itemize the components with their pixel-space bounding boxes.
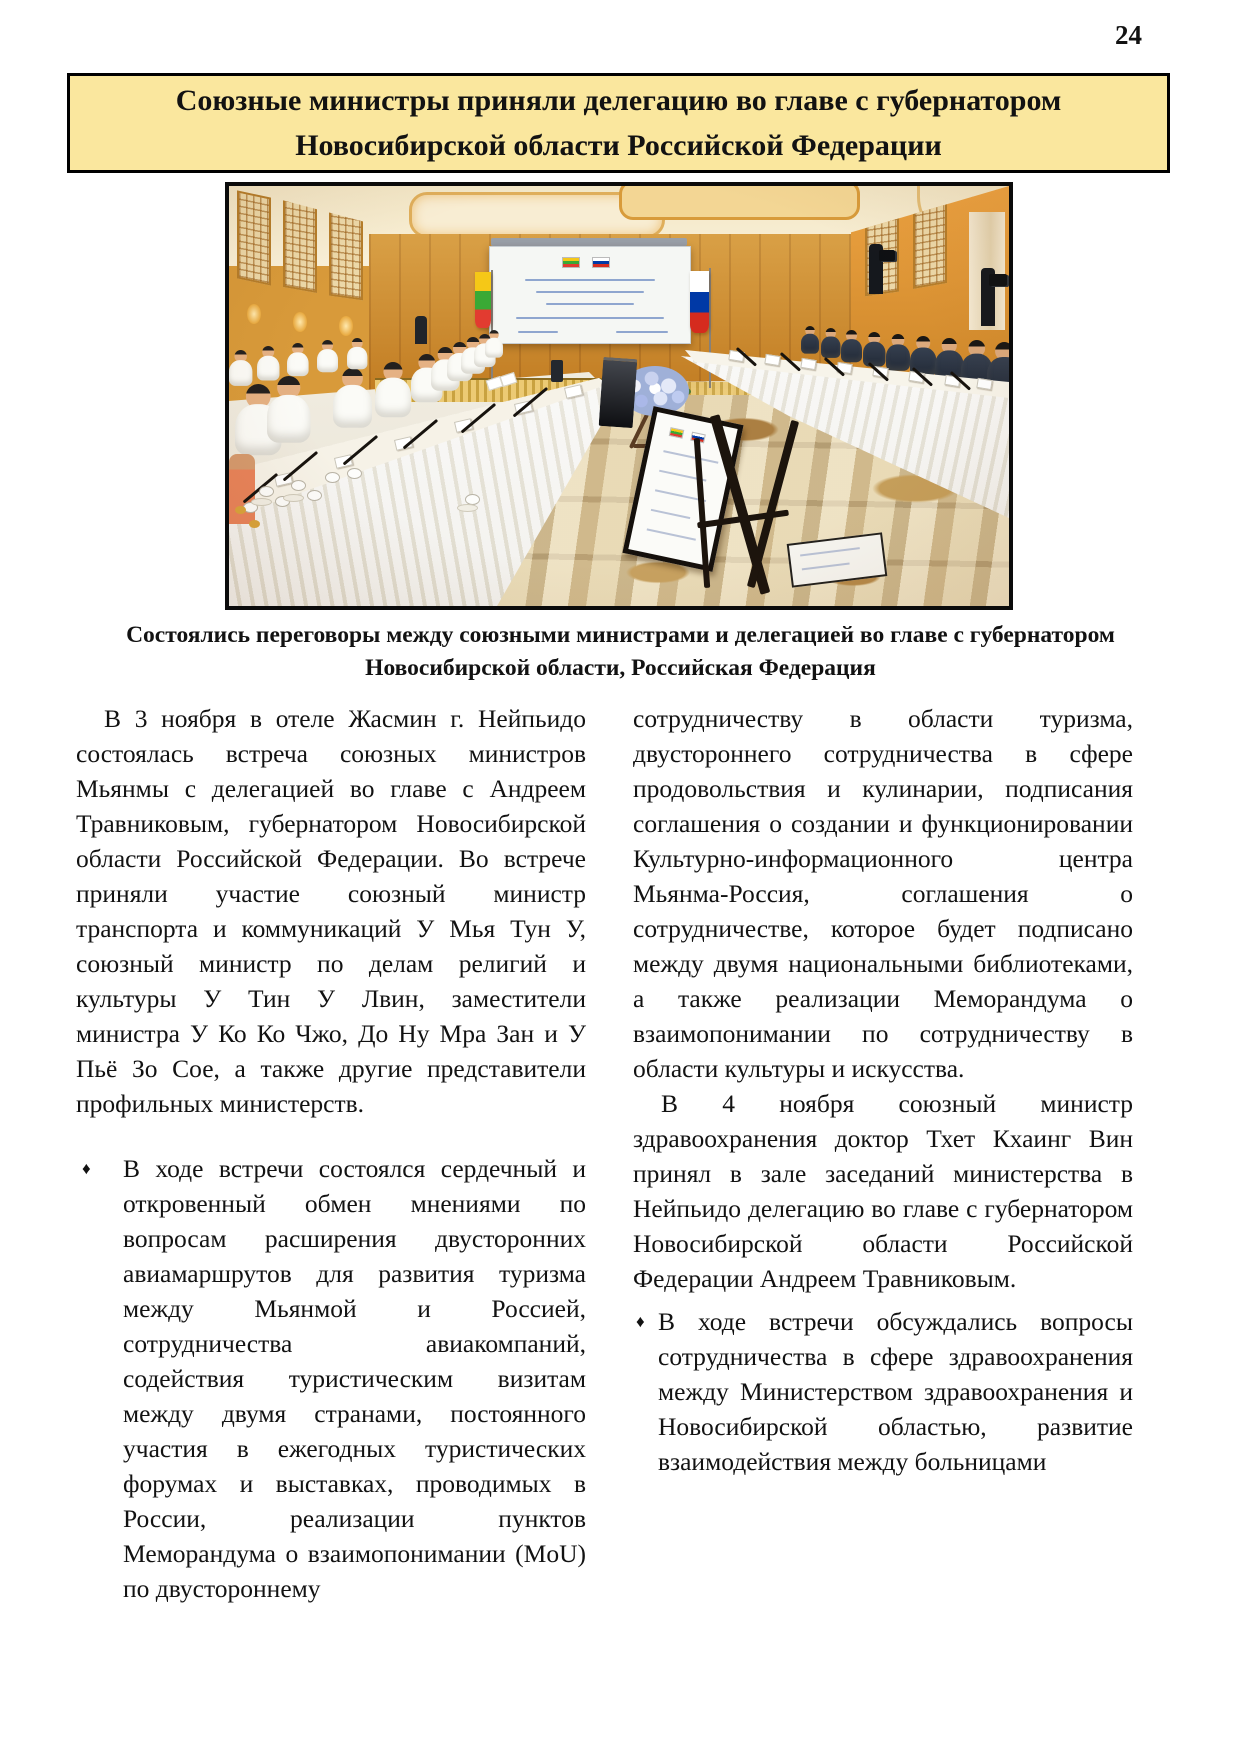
teacup: [291, 480, 306, 491]
attendant-figure: [415, 316, 427, 344]
russia-flag: [690, 271, 709, 333]
lattice-panel: [329, 208, 363, 301]
bullet-diamond-icon: ♦: [82, 1159, 91, 1178]
delegate-myanmar: [229, 350, 252, 386]
saucer: [457, 504, 478, 512]
teacup: [307, 490, 322, 501]
paragraph: сотрудничеству в области туризма, двустороннего сотрудничества в сфере продовольствия и кулинарии, подписания соглашения о создании и функционировании Культурно-информационного центра Мьянма-Россия, соглашения о сотрудничестве, которое будет подписано между двумя национальными библиотеками, а также реализации Меморандума о взаимопонимании по сотрудничеству в области культуры и искусства.: [633, 704, 1133, 1083]
myanmar-flag-icon: [562, 257, 580, 268]
wall-lamp: [247, 304, 261, 324]
delegate-russia: [886, 334, 910, 371]
lattice-panel: [283, 199, 317, 293]
delegate-myanmar: [485, 330, 503, 358]
poster-text-line: [800, 547, 860, 556]
name-card: [976, 378, 992, 390]
speaker-box: [551, 360, 563, 382]
poster-text-line: [663, 450, 718, 464]
projection-screen: [489, 246, 691, 344]
slide-text-line: [536, 291, 644, 293]
display-monitor-back: [599, 357, 638, 428]
slide-text-line: [546, 303, 634, 305]
right-column: [633, 701, 1133, 1606]
meeting-photo-scene: [229, 186, 1009, 606]
page-number: 24: [1115, 20, 1142, 50]
russia-flag-icon: [592, 257, 610, 268]
delegate-myanmar: [347, 338, 367, 369]
slide-text-line: [516, 317, 664, 319]
ceiling-cove: [619, 186, 860, 220]
snack-plate: [235, 506, 246, 514]
article-title: Союзные министры приняли делегацию во главе с губернатором Новосибирской области Российской Федерации: [175, 84, 1062, 162]
name-card: [764, 354, 780, 366]
bullet-text: В ходе встречи обсуждались вопросы сотрудничества в сфере здравоохранения между Министерством здравоохранения и Новосибирской областью, развитие взаимодействия между больницами: [658, 1307, 1133, 1476]
teacup: [259, 486, 274, 497]
delegate-myanmar: [257, 346, 280, 381]
screen-casing: [491, 238, 687, 246]
meeting-photo: [225, 182, 1013, 610]
video-camera: [879, 250, 895, 261]
slide-text-line: [616, 331, 668, 333]
poster-text-line: [651, 509, 691, 519]
saucer: [251, 498, 272, 506]
delegate-myanmar: [333, 368, 372, 428]
myanmar-flag-icon: [669, 427, 685, 439]
lattice-panel: [237, 190, 271, 285]
bullet-item: [633, 1304, 1133, 1479]
teacup: [325, 472, 340, 483]
delegate-myanmar: [375, 362, 411, 417]
delegate-russia: [801, 326, 819, 354]
delegate-myanmar: [317, 340, 338, 372]
snack-plate: [249, 520, 260, 528]
headline-banner: [67, 73, 1170, 173]
article-body: [76, 701, 1133, 1606]
poster-text-line: [802, 563, 850, 571]
paragraph: В 3 ноября в отеле Жасмин г. Нейпьидо состоялась встреча союзных министров Мьянмы с делегацией во главе с Андреем Травниковым, губернатором Новосибирской области Российской Федерации. Во встрече приняли участие союзный министр транспорта и коммуникаций У Мья Тун У, союзный министр по делам религий и культуры У Тин У Лвин, заместители министра У Ко Ко Чжо, До Ну Мра Зан и У Пьё Зо Сое, а также другие представители профильных министерств.: [76, 704, 586, 1118]
bullet-text: В ходе встречи состоялся сердечный и откровенный обмен мнениями по вопросам расширения двусторонних авиамаршрутов для развития туризма между Мьянмой и Россией, сотрудничества авиакомпаний, содействия туристическим визитам между двумя странами, постоянного участия в ежегодных туристических форумах и выставках, проводимых в России, реализации пунктов Меморандума о взаимопонимании (MoU) по двустороннему: [123, 1154, 586, 1603]
teacup: [347, 468, 362, 479]
delegate-myanmar: [287, 343, 309, 376]
myanmar-flag: [475, 272, 491, 328]
wall-lamp: [293, 312, 307, 332]
delegate-russia: [821, 328, 841, 358]
bullet-item: [76, 1151, 586, 1606]
paragraph: В 4 ноября союзный министр здравоохранения доктор Тхет Кхаинг Вин принял в зале заседаний министерства в Нейпьидо делегацию во главе с губернатором Новосибирской области Российской Федерации Андреем Травниковым.: [633, 1089, 1133, 1293]
delegate-russia: [863, 332, 886, 367]
wall-lamp: [339, 316, 353, 336]
delegate-russia: [841, 330, 862, 362]
left-column: [76, 701, 586, 1606]
name-card: [800, 358, 816, 370]
video-camera: [989, 274, 1007, 286]
slide-text-line: [518, 331, 558, 333]
bullet-diamond-icon: ♦: [636, 1312, 645, 1331]
slide-text-line: [525, 279, 655, 281]
delegate-myanmar: [267, 376, 311, 443]
photo-caption: Состоялись переговоры между союзными министрами и делегацией во главе с губернатором Новосибирской области, Российская Федерация: [126, 622, 1115, 681]
poster-text-line: [647, 528, 696, 540]
saucer: [283, 494, 304, 502]
